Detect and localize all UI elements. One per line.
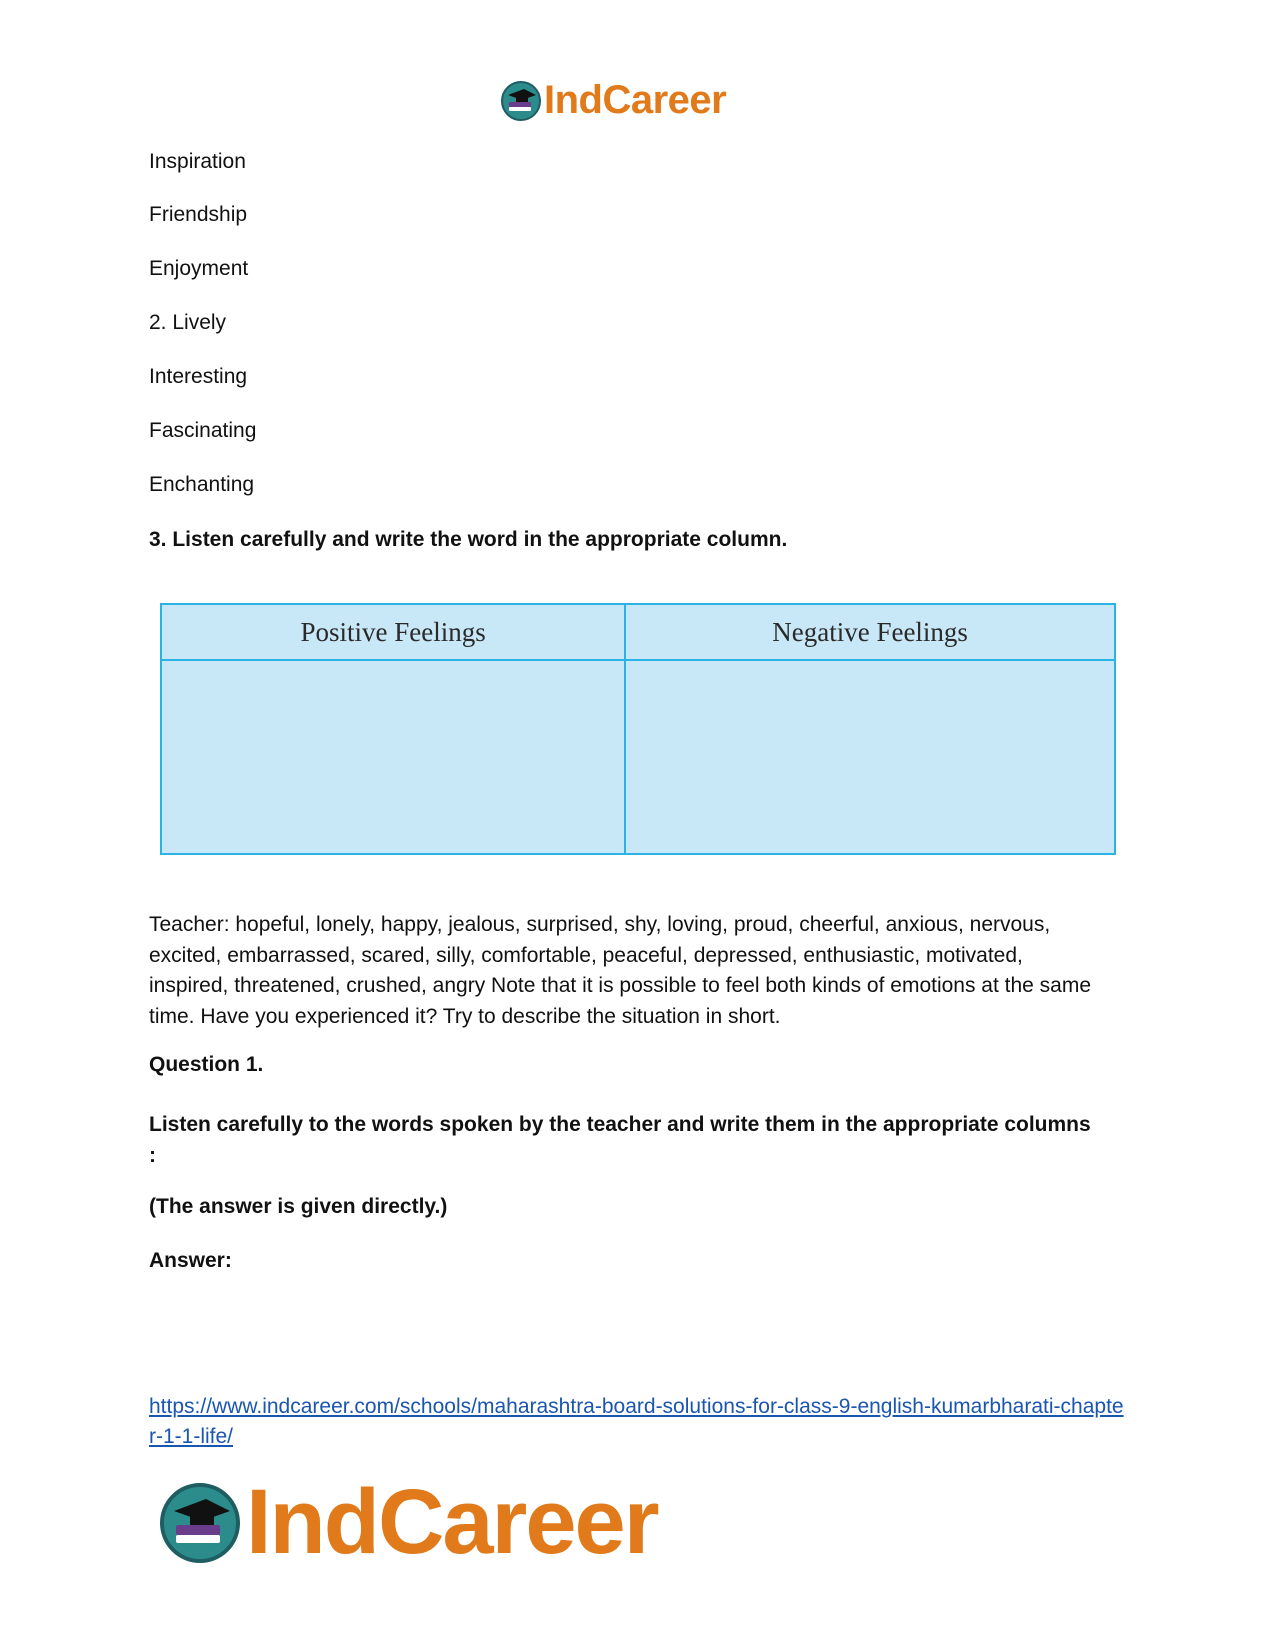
feelings-table [160, 603, 1116, 855]
positive-feelings-cell [161, 660, 625, 854]
graduation-cap-book-icon [158, 1481, 242, 1565]
negative-feelings-header: Negative Feelings [625, 604, 1115, 660]
list-item: Interesting [149, 365, 248, 388]
footer-link[interactable]: https://www.indcareer.com/schools/maharashtra-board-solutions-for-class-9-english-kumarbharati-chapter-1-1-life/ [149, 1395, 1124, 1448]
section-heading: 3. Listen carefully and write the word in the appropriate column. [149, 528, 788, 551]
list-item: Fascinating [149, 419, 257, 442]
positive-feelings-header: Positive Feelings [161, 604, 625, 660]
list-item: Enchanting [149, 473, 255, 496]
indcareer-logo-bottom [158, 1470, 658, 1575]
list-item: Friendship [149, 203, 248, 226]
logo-wordmark: IndCareer [544, 78, 727, 122]
question-label: Question 1. [149, 1053, 264, 1076]
indcareer-logo-top [500, 78, 726, 123]
answer-label: Answer: [149, 1249, 232, 1272]
list-item: Enjoyment [149, 257, 249, 280]
question-text: Listen carefully to the words spoken by the teacher and write them in the appropriate columns : [149, 1113, 1091, 1167]
note-text: (The answer is given directly.) [149, 1195, 448, 1218]
graduation-cap-book-icon [500, 80, 542, 122]
logo-wordmark: IndCareer [246, 1471, 658, 1573]
negative-feelings-cell [625, 660, 1115, 854]
list-item: 2. Lively [149, 311, 227, 334]
teacher-paragraph: Teacher: hopeful, lonely, happy, jealous, surprised, shy, loving, proud, cheerful, anxious, nervous, excited, embarrassed, scared, silly, comfortable, peaceful, depressed, enthusiastic, motivated, inspired, threatened, crushed, angry Note that it is possible to feel both kinds of emotions at the same time. Have you experienced it? Try to describe the situation in short. [149, 913, 1092, 1028]
list-item: Inspiration [149, 150, 246, 173]
